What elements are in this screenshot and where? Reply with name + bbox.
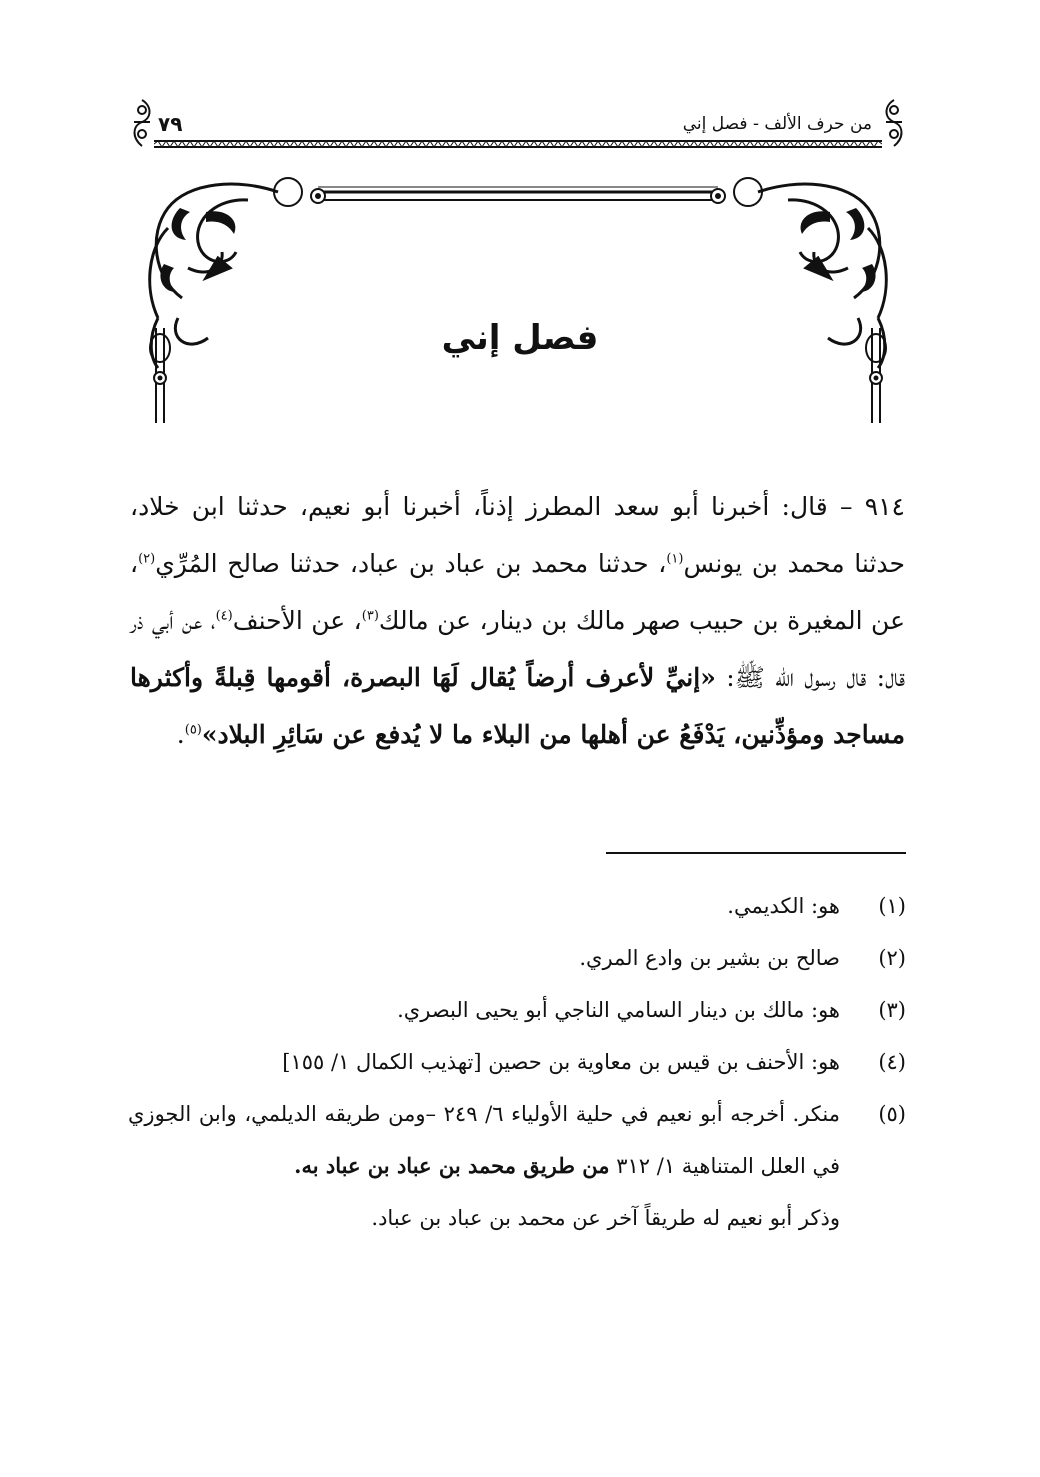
- isnad-part-1: قال: أخبرنا أبو سعد المطرز إذناً، أخبرنا أبو نعيم، حدثنا ابن خلاد، حدثنا محمد بن يونس: [130, 492, 905, 578]
- footnote-1: [128, 880, 906, 932]
- footnote-ref-1: (١): [666, 551, 684, 567]
- hadith-text: «إنيِّ لأعرف أرضاً يُقال لَهَا البصرة، أقومها قِبلةً وأكثرها مساجد ومؤذِّنين، يَدْفَعُ عن أهلها من البلاء ما لا يُدفع عن سَائِرِ البلاد»: [130, 663, 905, 749]
- chapter-title: فصل إني: [441, 318, 599, 358]
- footnote-3: [128, 984, 906, 1036]
- isnad-part-4: ، عن الأحنف: [232, 606, 362, 635]
- text-end: .: [176, 720, 185, 749]
- number-dash: –: [827, 492, 865, 521]
- chapter-ornamental-frame: [128, 168, 908, 428]
- footnote-text: صالح بن بشير بن وادع المري.: [579, 946, 840, 970]
- header-ornament-right: [880, 96, 908, 150]
- footnote-number: (٣): [878, 998, 906, 1022]
- footnote-text: هو: مالك بن دينار السامي الناجي أبو يحيى البصري.: [397, 998, 840, 1022]
- footnote-5: [128, 1088, 906, 1192]
- footnote-text: هو: الكديمي.: [727, 894, 840, 918]
- ornamental-frame-drawing: [128, 168, 908, 428]
- isnad-part-2: ، حدثنا محمد بن عباد بن عباد، حدثنا صالح المُرِّي: [155, 549, 667, 578]
- footnote-4: [128, 1036, 906, 1088]
- footnote-number: (٤): [878, 1050, 906, 1074]
- running-header-title: من حرف الألف - فصل إني: [682, 114, 872, 134]
- footnote-text: منكر. أخرجه أبو نعيم في حلية الأولياء ٦/ ٢٤٩ –ومن طريقه الديلمي، وابن الجوزي في العلل المتناهية ١/ ٣١٢: [128, 1102, 840, 1178]
- footnote-ref-3: (٣): [361, 608, 379, 624]
- footnote-continuation: وذكر أبو نعيم له طريقاً آخر عن محمد بن عباد بن عباد.: [371, 1206, 840, 1230]
- footnote-ref-4: (٤): [215, 608, 233, 624]
- page-number: ٧٩: [158, 112, 183, 136]
- footnotes: [128, 880, 906, 1244]
- footnote-text: هو: الأحنف بن قيس بن معاوية بن حصين [تهذيب الكمال ١/ ١٥٥]: [282, 1050, 840, 1074]
- isnad-part-3: ، عن المغيرة بن حبيب صهر مالك بن دينار، عن مالك: [130, 549, 906, 635]
- footnote-number: (٢): [878, 946, 906, 970]
- footnote-ref-2: (٢): [138, 551, 156, 567]
- footnote-number: (١): [878, 894, 906, 918]
- isnad-part-5: ، عن أبي ذر قال: قال رسول الله ﷺ:: [130, 606, 905, 692]
- header-rule: [154, 140, 882, 148]
- footnote-2: [128, 932, 906, 984]
- footnote-separator: [606, 852, 906, 854]
- hadith-number: ٩١٤: [864, 492, 905, 521]
- header-ornament-left: [128, 96, 156, 150]
- main-text: [130, 478, 905, 763]
- footnote-ref-5: (٥): [184, 722, 202, 738]
- running-header: [128, 96, 908, 150]
- left-corner-solid: [160, 208, 235, 292]
- footnote-text-bold: من طريق محمد بن عباد بن عباد به.: [294, 1153, 610, 1178]
- footnote-number: (٥): [878, 1102, 906, 1126]
